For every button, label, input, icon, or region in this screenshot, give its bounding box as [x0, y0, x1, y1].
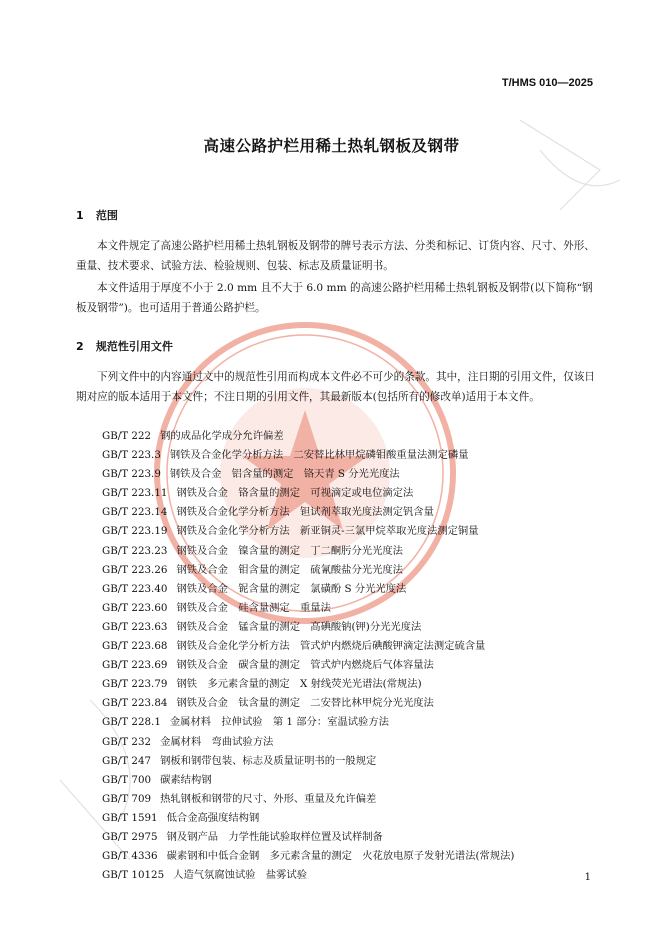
reference-code: GB/T 223.69 — [102, 659, 168, 672]
reference-list — [102, 427, 602, 885]
reference-item — [102, 694, 602, 713]
reference-item — [102, 866, 602, 885]
reference-code: GB/T 223.60 — [102, 601, 168, 614]
reference-item — [102, 809, 602, 828]
reference-item — [102, 733, 602, 752]
reference-code: GB/T 10125 — [102, 869, 165, 882]
reference-title: 钢铁及合金 镍含量的测定 丁二酮肟分光光度法 — [176, 544, 403, 557]
reference-item — [102, 503, 602, 522]
reference-title: 钢的成品化学成分允许偏差 — [160, 430, 284, 442]
reference-code: GB/T 232 — [102, 735, 152, 748]
reference-code: GB/T 223.19 — [102, 525, 168, 538]
reference-item — [102, 828, 602, 847]
reference-code: GB/T 2975 — [102, 830, 158, 843]
section-title: 规范性引用文件 — [95, 340, 173, 353]
reference-title: 钢铁及合金 碳含量的测定 管式炉内燃烧后气体容量法 — [176, 659, 434, 672]
reference-code: GB/T 228.1 — [102, 716, 161, 729]
reference-title: 钢铁及合金化学分析方法 管式炉内燃烧后碘酸钾滴定法测定硫含量 — [176, 640, 486, 653]
reference-title: 钢及钢产品 力学性能试验取样位置及试样制备 — [166, 830, 383, 843]
reference-item — [102, 542, 602, 561]
references-intro: 下列文件中的内容通过文中的规范性引用而构成本文件必不可少的条款。其中，注日期的引用文件，仅该日期对应的版本适用于本文件；不注日期的引用文件，其最新版本(包括所有的修改单)适用于本文件。 — [76, 371, 595, 403]
reference-title: 碳素钢和中低合金钢 多元素含量的测定 火花放电原子发射光谱法(常规法) — [166, 850, 515, 863]
document-title: 高速公路护栏用稀土热轧钢板及钢带 — [203, 137, 460, 155]
reference-title: 金属材料 拉伸试验 第 1 部分：室温试验方法 — [169, 716, 389, 729]
reference-item — [102, 580, 602, 599]
reference-item — [102, 713, 602, 732]
reference-title: 人造气氛腐蚀试验 盐雾试验 — [173, 869, 308, 882]
reference-code: GB/T 223.68 — [102, 640, 168, 653]
section-2-heading — [76, 338, 173, 354]
reference-code: GB/T 223.40 — [102, 582, 168, 595]
reference-title: 钢铁及合金 钼含量的测定 硫氰酸盐分光光度法 — [176, 563, 403, 576]
reference-item — [102, 637, 602, 656]
reference-code: GB/T 223.9 — [102, 468, 161, 481]
reference-item — [102, 465, 602, 484]
page-number: 1 — [584, 872, 591, 883]
reference-code: GB/T 709 — [102, 792, 152, 805]
reference-item — [102, 427, 602, 446]
reference-code: GB/T 4336 — [102, 850, 158, 863]
reference-title: 钢铁 多元素含量的测定 X 射线荧光光谱法(常规法) — [176, 678, 422, 691]
reference-title: 钢铁及合金化学分析方法 二安替比林甲烷磷钼酸重量法测定磷量 — [169, 449, 469, 462]
reference-item — [102, 561, 602, 580]
reference-item — [102, 522, 602, 541]
reference-item — [102, 675, 602, 694]
reference-code: GB/T 700 — [102, 773, 152, 786]
reference-title: 金属材料 弯曲试验方法 — [160, 735, 274, 748]
reference-code: GB/T 223.79 — [102, 678, 168, 691]
reference-title: 钢铁及合金 硅含量测定 重量法 — [176, 601, 331, 614]
reference-item — [102, 752, 602, 771]
reference-item — [102, 790, 602, 809]
reference-code: GB/T 223.14 — [102, 506, 168, 519]
scope-paragraph-1: 本文件规定了高速公路护栏用稀土热轧钢板及钢带的牌号表示方法、分类和标记、订货内容、尺寸、外形、重量、技术要求、试验方法、检验规则、包装、标志及质量证明书。 — [76, 240, 595, 272]
reference-code: GB/T 222 — [102, 430, 152, 442]
reference-code: GB/T 223.11 — [102, 487, 168, 500]
section-1-heading — [76, 207, 118, 223]
reference-title: 钢铁及合金化学分析方法 新亚铜灵-三氯甲烷萃取光度法测定铜量 — [176, 525, 479, 538]
scope-paragraph-2: 本文件适用于厚度不小于 2.0 mm 且不大于 6.0 mm 的高速公路护栏用稀土热轧钢板及钢带(以下简称“钢板及钢带”)。也可适用于普通公路护栏。 — [76, 282, 593, 314]
reference-title: 钢铁及合金 铬含量的测定 可视滴定或电位滴定法 — [176, 487, 414, 500]
reference-code: GB/T 1591 — [102, 811, 158, 824]
reference-item — [102, 599, 602, 618]
reference-code: GB/T 247 — [102, 754, 152, 767]
reference-code: GB/T 223.63 — [102, 620, 168, 633]
reference-item — [102, 618, 602, 637]
reference-item — [102, 847, 602, 866]
reference-item — [102, 446, 602, 465]
reference-title: 钢铁及合金 铌含量的测定 氯磺酚 S 分光光度法 — [176, 582, 407, 595]
reference-title: 钢铁及合金 锰含量的测定 高碘酸钠(钾)分光光度法 — [176, 620, 422, 633]
reference-title: 钢铁及合金 铝含量的测定 铬天青 S 分光光度法 — [169, 468, 400, 481]
reference-title: 低合金高强度结构钢 — [166, 811, 260, 824]
reference-item — [102, 484, 602, 503]
reference-title: 钢板和钢带包装、标志及质量证明书的一般规定 — [160, 754, 377, 767]
section-title: 范围 — [95, 209, 118, 222]
reference-title: 碳素结构钢 — [160, 773, 212, 786]
reference-title: 钢铁及合金化学分析方法 钽试剂萃取光度法测定钒含量 — [176, 506, 434, 519]
section-number: 2 — [76, 340, 84, 353]
reference-item — [102, 771, 602, 790]
section-number: 1 — [76, 209, 84, 222]
reference-code: GB/T 223.26 — [102, 563, 168, 576]
reference-item — [102, 656, 602, 675]
standard-code: T/HMS 010—2025 — [501, 77, 593, 89]
reference-title: 钢铁及合金 钛含量的测定 二安替比林甲烷分光光度法 — [176, 697, 434, 710]
reference-title: 热轧钢板和钢带的尺寸、外形、重量及允许偏差 — [160, 792, 377, 805]
reference-code: GB/T 223.3 — [102, 449, 161, 462]
reference-code: GB/T 223.84 — [102, 697, 168, 710]
reference-code: GB/T 223.23 — [102, 544, 168, 557]
